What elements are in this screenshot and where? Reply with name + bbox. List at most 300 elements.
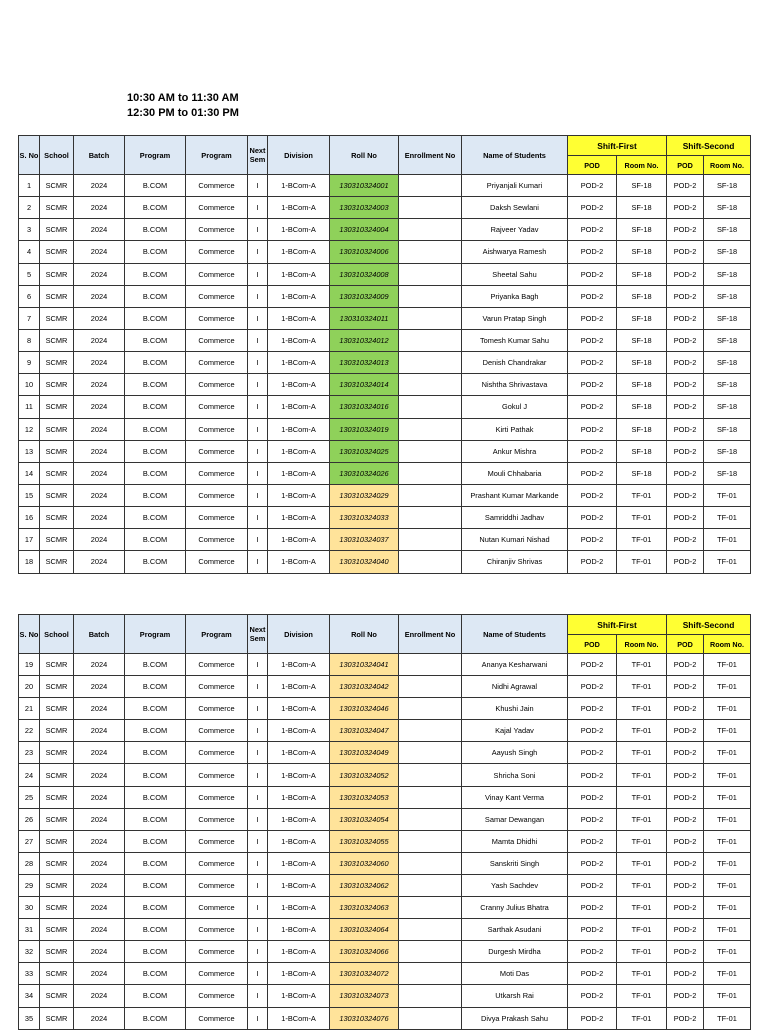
- cell-pod-first: POD-2: [568, 241, 617, 263]
- table-row: [19, 462, 751, 484]
- cell-school: SCMR: [40, 874, 74, 896]
- cell-program: B.COM: [125, 440, 186, 462]
- cell-division: 1-BCom-A: [268, 396, 330, 418]
- cell-next-sem: I: [248, 440, 268, 462]
- cell-school: SCMR: [40, 786, 74, 808]
- cell-sno: 17: [19, 529, 40, 551]
- cell-program-2: Commerce: [186, 307, 248, 329]
- cell-roll-no: 130310324008: [330, 263, 399, 285]
- cell-program: B.COM: [125, 764, 186, 786]
- cell-enrollment-no: [399, 808, 462, 830]
- cell-roll-no: 130310324025: [330, 440, 399, 462]
- cell-roll-no: 130310324040: [330, 551, 399, 573]
- header-school: School: [40, 136, 74, 175]
- cell-roll-no: 130310324033: [330, 507, 399, 529]
- cell-next-sem: I: [248, 720, 268, 742]
- cell-enrollment-no: [399, 219, 462, 241]
- cell-sno: 10: [19, 374, 40, 396]
- cell-enrollment-no: [399, 263, 462, 285]
- table-row: [19, 374, 751, 396]
- cell-program-2: Commerce: [186, 786, 248, 808]
- cell-program-2: Commerce: [186, 654, 248, 676]
- table-row: [19, 396, 751, 418]
- cell-division: 1-BCom-A: [268, 307, 330, 329]
- cell-batch: 2024: [74, 529, 125, 551]
- header-room-first: Room No.: [617, 156, 667, 175]
- table-row: [19, 507, 751, 529]
- cell-room-second: TF-01: [704, 786, 751, 808]
- cell-program: B.COM: [125, 874, 186, 896]
- cell-program-2: Commerce: [186, 551, 248, 573]
- cell-next-sem: I: [248, 529, 268, 551]
- header-shift-second: Shift-Second: [667, 136, 751, 156]
- cell-batch: 2024: [74, 919, 125, 941]
- cell-room-first: TF-01: [617, 698, 667, 720]
- cell-room-second: SF-18: [704, 241, 751, 263]
- cell-division: 1-BCom-A: [268, 698, 330, 720]
- cell-program-2: Commerce: [186, 698, 248, 720]
- cell-room-first: TF-01: [617, 507, 667, 529]
- cell-room-second: TF-01: [704, 742, 751, 764]
- cell-sno: 19: [19, 654, 40, 676]
- cell-next-sem: I: [248, 698, 268, 720]
- cell-student-name: Chiranjiv Shrivas: [462, 551, 568, 573]
- cell-student-name: Samar Dewangan: [462, 808, 568, 830]
- cell-program: B.COM: [125, 263, 186, 285]
- cell-school: SCMR: [40, 484, 74, 506]
- cell-room-second: TF-01: [704, 1007, 751, 1029]
- cell-school: SCMR: [40, 963, 74, 985]
- header-sno: S. No: [19, 615, 40, 654]
- cell-room-second: TF-01: [704, 919, 751, 941]
- cell-batch: 2024: [74, 786, 125, 808]
- cell-program-2: Commerce: [186, 418, 248, 440]
- cell-school: SCMR: [40, 830, 74, 852]
- cell-enrollment-no: [399, 676, 462, 698]
- cell-student-name: Utkarsh Rai: [462, 985, 568, 1007]
- table-row: [19, 897, 751, 919]
- cell-sno: 24: [19, 764, 40, 786]
- header-pod-second: POD: [667, 156, 704, 175]
- cell-sno: 34: [19, 985, 40, 1007]
- cell-room-first: SF-18: [617, 440, 667, 462]
- cell-next-sem: I: [248, 462, 268, 484]
- table-row: [19, 1007, 751, 1029]
- cell-program-2: Commerce: [186, 529, 248, 551]
- cell-pod-second: POD-2: [667, 529, 704, 551]
- cell-student-name: Priyanjali Kumari: [462, 175, 568, 197]
- cell-division: 1-BCom-A: [268, 285, 330, 307]
- cell-batch: 2024: [74, 175, 125, 197]
- cell-pod-first: POD-2: [568, 440, 617, 462]
- cell-program: B.COM: [125, 897, 186, 919]
- cell-sno: 25: [19, 786, 40, 808]
- cell-batch: 2024: [74, 307, 125, 329]
- cell-batch: 2024: [74, 507, 125, 529]
- cell-batch: 2024: [74, 197, 125, 219]
- cell-pod-first: POD-2: [568, 507, 617, 529]
- cell-room-second: SF-18: [704, 440, 751, 462]
- cell-pod-first: POD-2: [568, 720, 617, 742]
- cell-batch: 2024: [74, 720, 125, 742]
- cell-sno: 30: [19, 897, 40, 919]
- cell-sno: 5: [19, 263, 40, 285]
- cell-pod-second: POD-2: [667, 374, 704, 396]
- seating-table-1: [18, 135, 751, 574]
- header-sno: S. No: [19, 136, 40, 175]
- cell-enrollment-no: [399, 241, 462, 263]
- cell-student-name: Sanskriti Singh: [462, 852, 568, 874]
- cell-next-sem: I: [248, 197, 268, 219]
- table-row: [19, 808, 751, 830]
- cell-enrollment-no: [399, 874, 462, 896]
- cell-sno: 16: [19, 507, 40, 529]
- cell-sno: 9: [19, 352, 40, 374]
- cell-program-2: Commerce: [186, 1007, 248, 1029]
- cell-program: B.COM: [125, 285, 186, 307]
- cell-next-sem: I: [248, 241, 268, 263]
- time-slot-first: 10:30 AM to 11:30 AM: [127, 92, 239, 104]
- cell-school: SCMR: [40, 529, 74, 551]
- cell-enrollment-no: [399, 720, 462, 742]
- cell-next-sem: I: [248, 396, 268, 418]
- cell-program-2: Commerce: [186, 985, 248, 1007]
- cell-student-name: Aayush Singh: [462, 742, 568, 764]
- cell-school: SCMR: [40, 919, 74, 941]
- cell-program-2: Commerce: [186, 396, 248, 418]
- cell-program: B.COM: [125, 329, 186, 351]
- header-room-first: Room No.: [617, 635, 667, 654]
- cell-school: SCMR: [40, 1007, 74, 1029]
- cell-room-second: TF-01: [704, 551, 751, 573]
- cell-school: SCMR: [40, 241, 74, 263]
- cell-room-first: TF-01: [617, 963, 667, 985]
- cell-room-first: TF-01: [617, 654, 667, 676]
- cell-school: SCMR: [40, 396, 74, 418]
- cell-next-sem: I: [248, 219, 268, 241]
- cell-program: B.COM: [125, 852, 186, 874]
- cell-program: B.COM: [125, 808, 186, 830]
- cell-room-first: SF-18: [617, 241, 667, 263]
- header-program-2: Program: [186, 615, 248, 654]
- table-row: [19, 329, 751, 351]
- cell-next-sem: I: [248, 352, 268, 374]
- header-enrollment-no: Enrollment No: [399, 136, 462, 175]
- cell-roll-no: 130310324001: [330, 175, 399, 197]
- cell-batch: 2024: [74, 985, 125, 1007]
- table-row: [19, 742, 751, 764]
- cell-pod-first: POD-2: [568, 852, 617, 874]
- header-pod-first: POD: [568, 156, 617, 175]
- cell-program-2: Commerce: [186, 175, 248, 197]
- cell-room-second: TF-01: [704, 720, 751, 742]
- cell-roll-no: 130310324011: [330, 307, 399, 329]
- cell-room-second: SF-18: [704, 197, 751, 219]
- cell-program-2: Commerce: [186, 374, 248, 396]
- cell-pod-first: POD-2: [568, 919, 617, 941]
- cell-room-second: TF-01: [704, 484, 751, 506]
- cell-enrollment-no: [399, 919, 462, 941]
- cell-program-2: Commerce: [186, 720, 248, 742]
- cell-room-first: SF-18: [617, 352, 667, 374]
- cell-batch: 2024: [74, 551, 125, 573]
- cell-school: SCMR: [40, 374, 74, 396]
- cell-room-second: TF-01: [704, 830, 751, 852]
- header-program: Program: [125, 136, 186, 175]
- cell-pod-first: POD-2: [568, 963, 617, 985]
- cell-program: B.COM: [125, 551, 186, 573]
- cell-pod-second: POD-2: [667, 808, 704, 830]
- cell-division: 1-BCom-A: [268, 197, 330, 219]
- cell-division: 1-BCom-A: [268, 786, 330, 808]
- cell-division: 1-BCom-A: [268, 1007, 330, 1029]
- seating-table-2: [18, 614, 751, 1030]
- cell-room-second: SF-18: [704, 462, 751, 484]
- cell-program: B.COM: [125, 241, 186, 263]
- cell-next-sem: I: [248, 484, 268, 506]
- cell-next-sem: I: [248, 654, 268, 676]
- cell-batch: 2024: [74, 808, 125, 830]
- cell-pod-first: POD-2: [568, 197, 617, 219]
- cell-school: SCMR: [40, 462, 74, 484]
- cell-division: 1-BCom-A: [268, 329, 330, 351]
- cell-student-name: Aishwarya Ramesh: [462, 241, 568, 263]
- cell-sno: 28: [19, 852, 40, 874]
- cell-room-first: TF-01: [617, 676, 667, 698]
- cell-roll-no: 130310324046: [330, 698, 399, 720]
- cell-room-first: TF-01: [617, 830, 667, 852]
- cell-student-name: Ananya Kesharwani: [462, 654, 568, 676]
- cell-school: SCMR: [40, 742, 74, 764]
- cell-room-second: SF-18: [704, 307, 751, 329]
- table-row: [19, 985, 751, 1007]
- cell-pod-first: POD-2: [568, 484, 617, 506]
- cell-batch: 2024: [74, 263, 125, 285]
- cell-room-second: TF-01: [704, 874, 751, 896]
- cell-sno: 20: [19, 676, 40, 698]
- cell-pod-first: POD-2: [568, 808, 617, 830]
- cell-program: B.COM: [125, 307, 186, 329]
- cell-sno: 26: [19, 808, 40, 830]
- cell-batch: 2024: [74, 676, 125, 698]
- cell-program: B.COM: [125, 197, 186, 219]
- cell-school: SCMR: [40, 263, 74, 285]
- cell-division: 1-BCom-A: [268, 808, 330, 830]
- cell-room-first: SF-18: [617, 197, 667, 219]
- cell-next-sem: I: [248, 329, 268, 351]
- cell-pod-second: POD-2: [667, 197, 704, 219]
- cell-pod-first: POD-2: [568, 698, 617, 720]
- table-row: [19, 830, 751, 852]
- cell-enrollment-no: [399, 529, 462, 551]
- cell-program-2: Commerce: [186, 219, 248, 241]
- table-row: [19, 963, 751, 985]
- cell-program: B.COM: [125, 830, 186, 852]
- cell-roll-no: 130310324064: [330, 919, 399, 941]
- cell-batch: 2024: [74, 352, 125, 374]
- cell-room-second: TF-01: [704, 941, 751, 963]
- header-enrollment-no: Enrollment No: [399, 615, 462, 654]
- cell-school: SCMR: [40, 941, 74, 963]
- cell-batch: 2024: [74, 219, 125, 241]
- cell-program-2: Commerce: [186, 484, 248, 506]
- cell-room-second: TF-01: [704, 852, 751, 874]
- cell-next-sem: I: [248, 941, 268, 963]
- cell-enrollment-no: [399, 985, 462, 1007]
- cell-program-2: Commerce: [186, 241, 248, 263]
- cell-next-sem: I: [248, 830, 268, 852]
- header-batch: Batch: [74, 615, 125, 654]
- cell-pod-first: POD-2: [568, 374, 617, 396]
- cell-room-first: SF-18: [617, 329, 667, 351]
- cell-pod-second: POD-2: [667, 263, 704, 285]
- table-row: [19, 352, 751, 374]
- cell-room-first: TF-01: [617, 919, 667, 941]
- cell-pod-second: POD-2: [667, 654, 704, 676]
- cell-program-2: Commerce: [186, 963, 248, 985]
- cell-batch: 2024: [74, 241, 125, 263]
- cell-room-first: TF-01: [617, 852, 667, 874]
- cell-student-name: Durgesh Mirdha: [462, 941, 568, 963]
- cell-sno: 4: [19, 241, 40, 263]
- cell-room-second: TF-01: [704, 676, 751, 698]
- cell-program: B.COM: [125, 985, 186, 1007]
- table-row: [19, 786, 751, 808]
- cell-student-name: Nishtha Shrivastava: [462, 374, 568, 396]
- cell-program: B.COM: [125, 676, 186, 698]
- cell-program: B.COM: [125, 374, 186, 396]
- cell-program: B.COM: [125, 941, 186, 963]
- cell-school: SCMR: [40, 219, 74, 241]
- cell-roll-no: 130310324029: [330, 484, 399, 506]
- cell-sno: 11: [19, 396, 40, 418]
- cell-sno: 2: [19, 197, 40, 219]
- cell-batch: 2024: [74, 941, 125, 963]
- cell-program-2: Commerce: [186, 764, 248, 786]
- cell-division: 1-BCom-A: [268, 529, 330, 551]
- cell-division: 1-BCom-A: [268, 720, 330, 742]
- cell-school: SCMR: [40, 985, 74, 1007]
- cell-program-2: Commerce: [186, 941, 248, 963]
- cell-batch: 2024: [74, 285, 125, 307]
- cell-roll-no: 130310324063: [330, 897, 399, 919]
- cell-pod-second: POD-2: [667, 874, 704, 896]
- cell-division: 1-BCom-A: [268, 852, 330, 874]
- header-student-name: Name of Students: [462, 615, 568, 654]
- cell-school: SCMR: [40, 852, 74, 874]
- cell-student-name: Moti Das: [462, 963, 568, 985]
- header-room-second: Room No.: [704, 635, 751, 654]
- cell-program: B.COM: [125, 219, 186, 241]
- cell-enrollment-no: [399, 786, 462, 808]
- table-row: [19, 720, 751, 742]
- cell-enrollment-no: [399, 963, 462, 985]
- cell-batch: 2024: [74, 418, 125, 440]
- table-row: [19, 418, 751, 440]
- header-pod-first: POD: [568, 635, 617, 654]
- cell-pod-second: POD-2: [667, 919, 704, 941]
- cell-sno: 22: [19, 720, 40, 742]
- cell-enrollment-no: [399, 897, 462, 919]
- cell-pod-second: POD-2: [667, 285, 704, 307]
- cell-roll-no: 130310324053: [330, 786, 399, 808]
- table-row: [19, 175, 751, 197]
- cell-pod-second: POD-2: [667, 764, 704, 786]
- cell-student-name: Gokul J: [462, 396, 568, 418]
- cell-school: SCMR: [40, 551, 74, 573]
- table-row: [19, 919, 751, 941]
- cell-sno: 27: [19, 830, 40, 852]
- cell-student-name: Denish Chandrakar: [462, 352, 568, 374]
- header-roll-no: Roll No: [330, 136, 399, 175]
- cell-room-second: TF-01: [704, 764, 751, 786]
- cell-pod-second: POD-2: [667, 219, 704, 241]
- cell-student-name: Tomesh Kumar Sahu: [462, 329, 568, 351]
- cell-next-sem: I: [248, 897, 268, 919]
- cell-room-first: TF-01: [617, 720, 667, 742]
- cell-next-sem: I: [248, 874, 268, 896]
- cell-enrollment-no: [399, 197, 462, 219]
- cell-next-sem: I: [248, 175, 268, 197]
- cell-roll-no: 130310324076: [330, 1007, 399, 1029]
- cell-batch: 2024: [74, 963, 125, 985]
- cell-pod-first: POD-2: [568, 352, 617, 374]
- cell-room-second: TF-01: [704, 808, 751, 830]
- table-row: [19, 263, 751, 285]
- cell-pod-second: POD-2: [667, 440, 704, 462]
- cell-student-name: Cranny Julius Bhatra: [462, 897, 568, 919]
- cell-room-first: SF-18: [617, 263, 667, 285]
- cell-program-2: Commerce: [186, 919, 248, 941]
- cell-enrollment-no: [399, 484, 462, 506]
- cell-next-sem: I: [248, 507, 268, 529]
- cell-roll-no: 130310324014: [330, 374, 399, 396]
- cell-enrollment-no: [399, 307, 462, 329]
- cell-roll-no: 130310324009: [330, 285, 399, 307]
- cell-enrollment-no: [399, 742, 462, 764]
- header-room-second: Room No.: [704, 156, 751, 175]
- cell-sno: 35: [19, 1007, 40, 1029]
- cell-division: 1-BCom-A: [268, 919, 330, 941]
- cell-pod-second: POD-2: [667, 418, 704, 440]
- header-next-sem: Next Sem: [248, 136, 268, 175]
- cell-division: 1-BCom-A: [268, 830, 330, 852]
- cell-division: 1-BCom-A: [268, 874, 330, 896]
- cell-sno: 29: [19, 874, 40, 896]
- cell-division: 1-BCom-A: [268, 440, 330, 462]
- cell-pod-second: POD-2: [667, 897, 704, 919]
- cell-roll-no: 130310324013: [330, 352, 399, 374]
- cell-school: SCMR: [40, 352, 74, 374]
- cell-enrollment-no: [399, 418, 462, 440]
- cell-room-first: SF-18: [617, 374, 667, 396]
- cell-next-sem: I: [248, 808, 268, 830]
- time-slot-second: 12:30 PM to 01:30 PM: [127, 106, 239, 119]
- cell-division: 1-BCom-A: [268, 654, 330, 676]
- cell-next-sem: I: [248, 374, 268, 396]
- cell-division: 1-BCom-A: [268, 507, 330, 529]
- cell-program: B.COM: [125, 529, 186, 551]
- cell-pod-first: POD-2: [568, 551, 617, 573]
- cell-roll-no: 130310324073: [330, 985, 399, 1007]
- cell-room-second: TF-01: [704, 507, 751, 529]
- cell-batch: 2024: [74, 764, 125, 786]
- cell-sno: 12: [19, 418, 40, 440]
- cell-division: 1-BCom-A: [268, 941, 330, 963]
- cell-pod-second: POD-2: [667, 720, 704, 742]
- table-row: [19, 241, 751, 263]
- cell-room-first: TF-01: [617, 786, 667, 808]
